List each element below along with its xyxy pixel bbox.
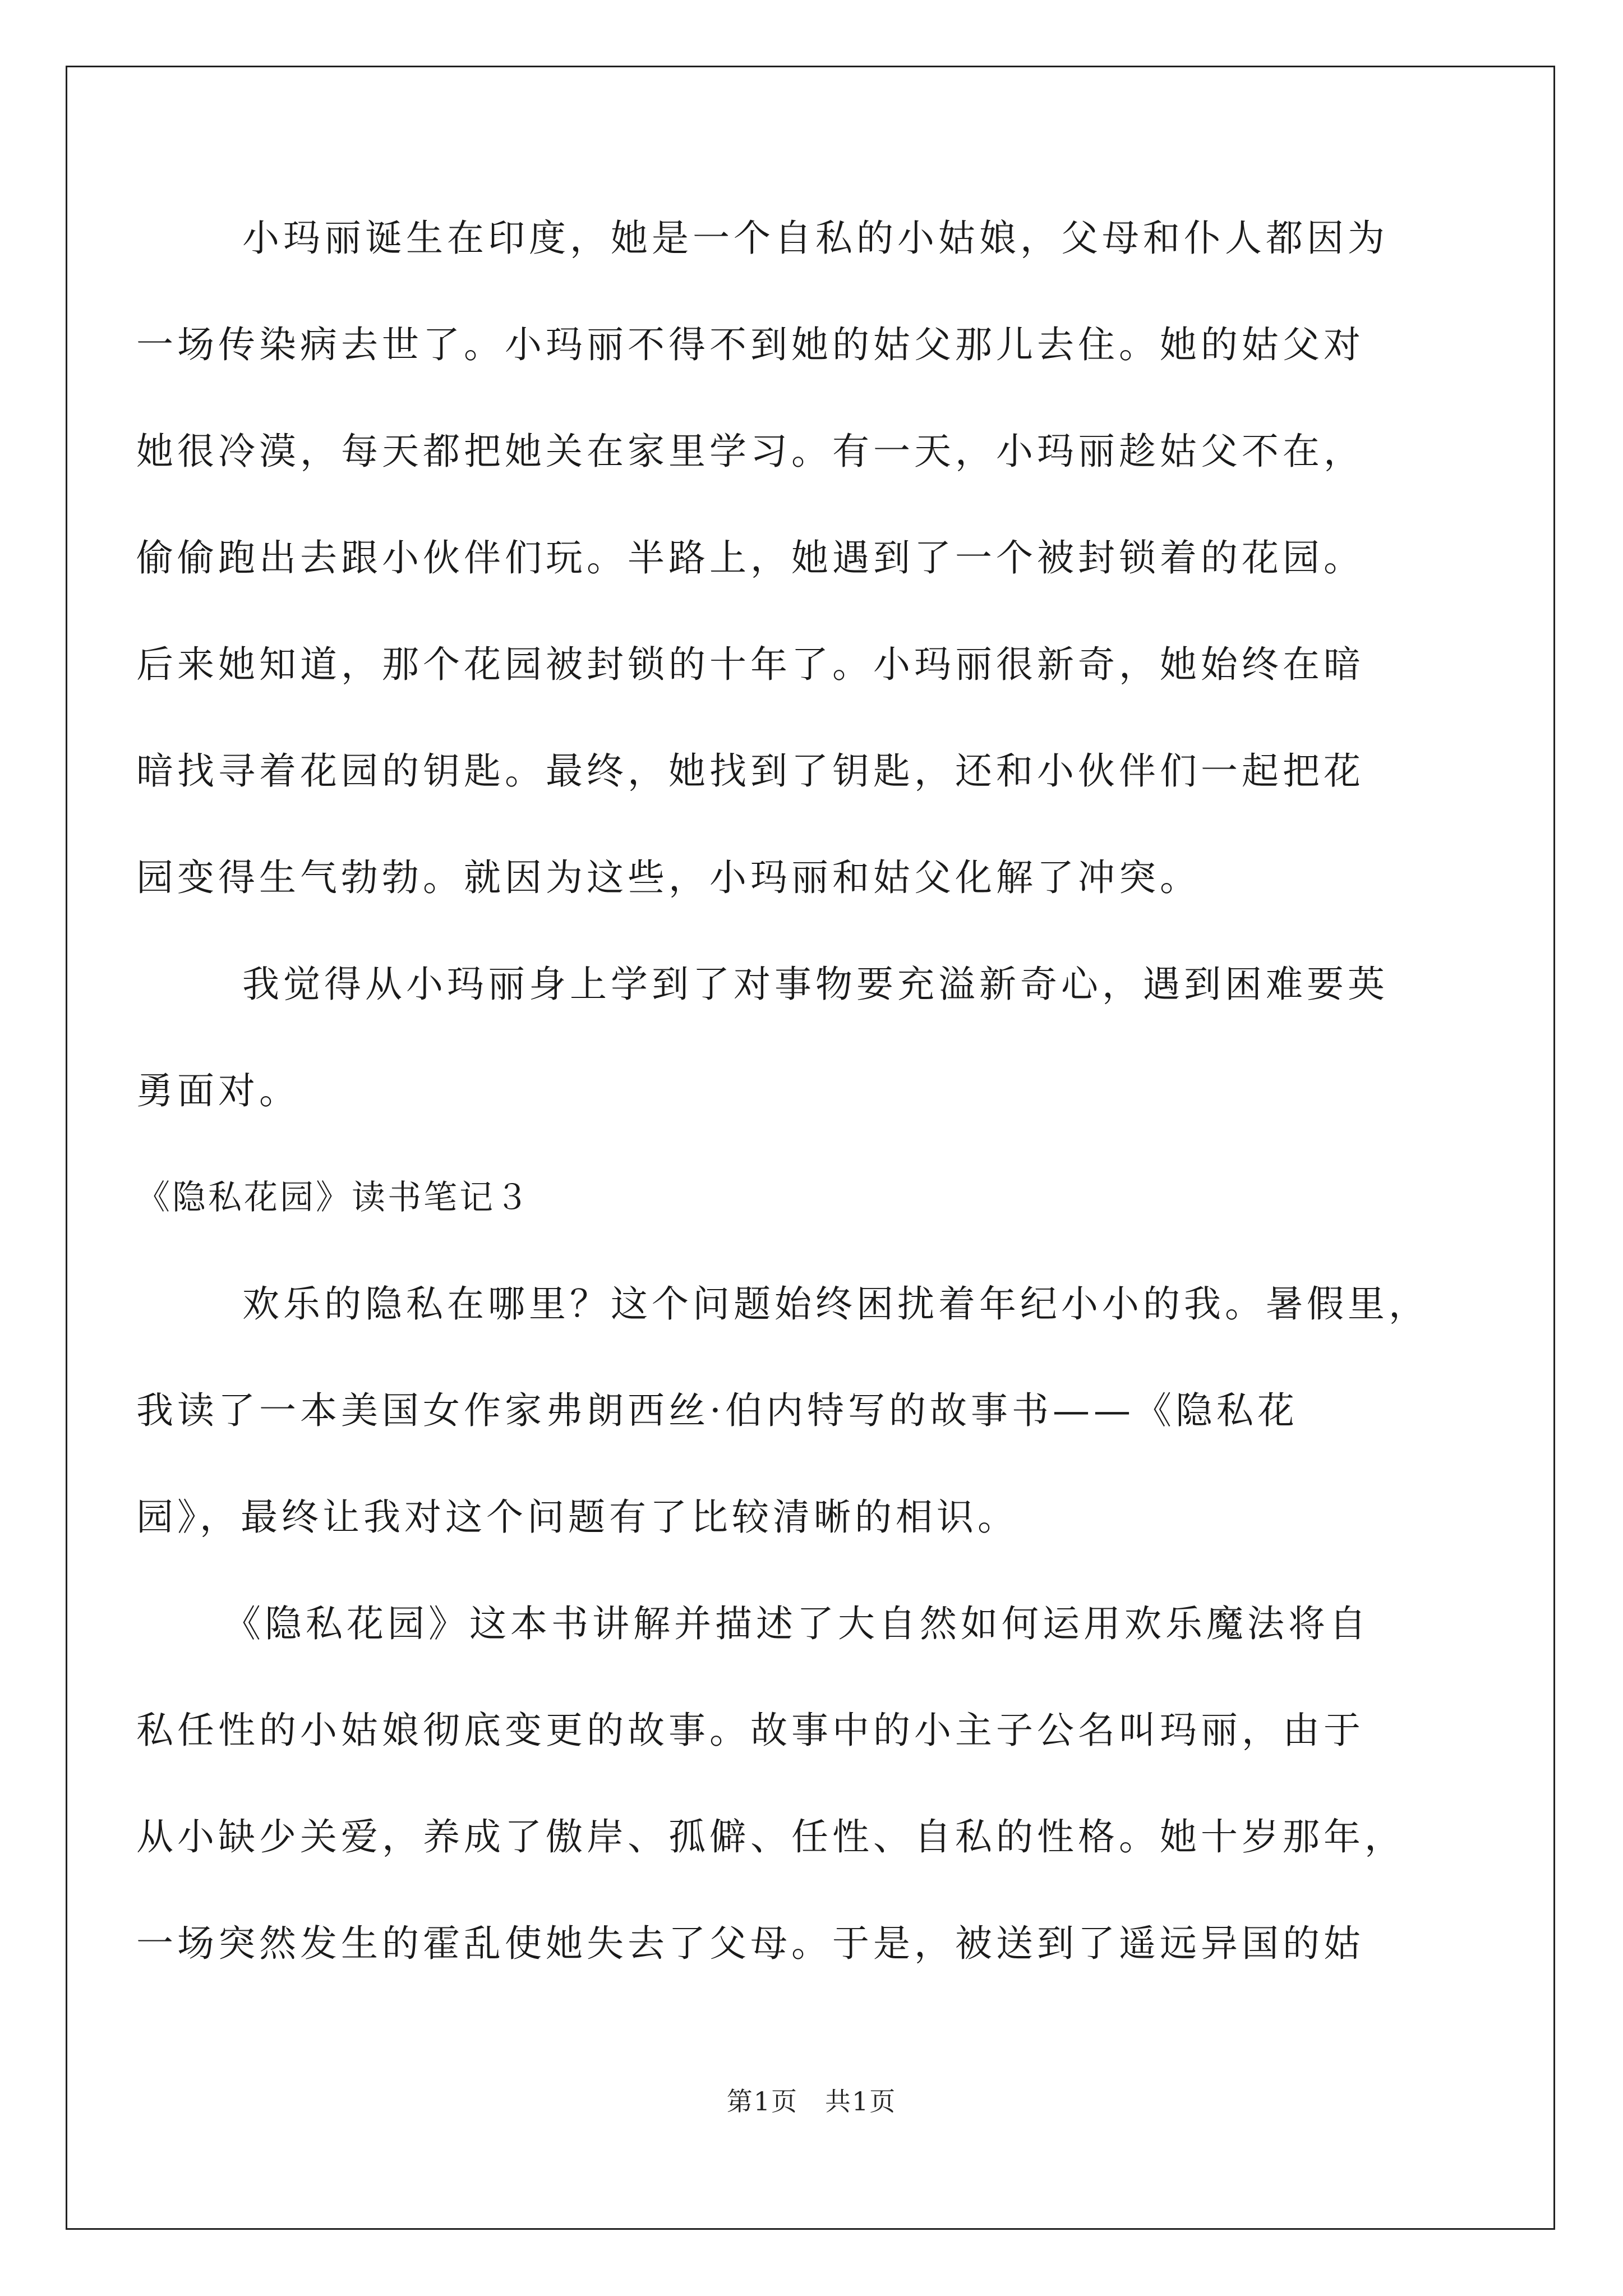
- page-border: [66, 66, 1555, 2230]
- text-line-11: 欢乐的隐私在哪里？这个问题始终困扰着年纪小小的我。暑假里，: [201, 1282, 1430, 1326]
- section-heading: 《隐私花园》读书笔记３: [136, 1178, 531, 1217]
- text-line-3: 她很冷漠，每天都把她关在家里学习。有一天，小玛丽趁姑父不在，: [136, 430, 1364, 473]
- text-line-5: 后来她知道，那个花园被封锁的十年了。小玛丽很新奇，她始终在暗: [136, 643, 1364, 686]
- text-line-6: 暗找寻着花园的钥匙。最终，她找到了钥匙，还和小伙伴们一起把花: [136, 749, 1364, 793]
- text-line-12: 我读了一本美国女作家弗朗西丝·伯内特写的故事书——《隐私花: [136, 1389, 1298, 1432]
- text-line-7: 园变得生气勃勃。就因为这些，小玛丽和姑父化解了冲突。: [136, 856, 1201, 899]
- text-line-2: 一场传染病去世了。小玛丽不得不到她的姑父那儿去住。她的姑父对: [136, 323, 1364, 366]
- text-line-9: 勇面对。: [136, 1069, 300, 1112]
- text-line-16: 从小缺少关爱，养成了傲岸、孤僻、任性、自私的性格。她十岁那年，: [136, 1815, 1405, 1858]
- text-line-1: 小玛丽诞生在印度，她是一个自私的小姑娘，父母和仆人都因为: [201, 217, 1389, 260]
- text-line-8: 我觉得从小玛丽身上学到了对事物要充溢新奇心，遇到困难要英: [201, 963, 1389, 1006]
- text-line-4: 偷偷跑出去跟小伙伴们玩。半路上，她遇到了一个被封锁着的花园。: [136, 536, 1364, 579]
- text-line-15: 私任性的小姑娘彻底变更的故事。故事中的小主子公名叫玛丽，由于: [136, 1709, 1364, 1752]
- text-line-13: 园》，最终让我对这个问题有了比较清晰的相识。: [136, 1496, 1018, 1539]
- text-line-17: 一场突然发生的霍乱使她失去了父母。于是，被送到了遥远异国的姑: [136, 1922, 1364, 1965]
- page-number-footer: 第1页 共1页: [726, 2086, 897, 2116]
- text-line-14: 《隐私花园》这本书讲解并描述了大自然如何运用欢乐魔法将自: [201, 1602, 1370, 1645]
